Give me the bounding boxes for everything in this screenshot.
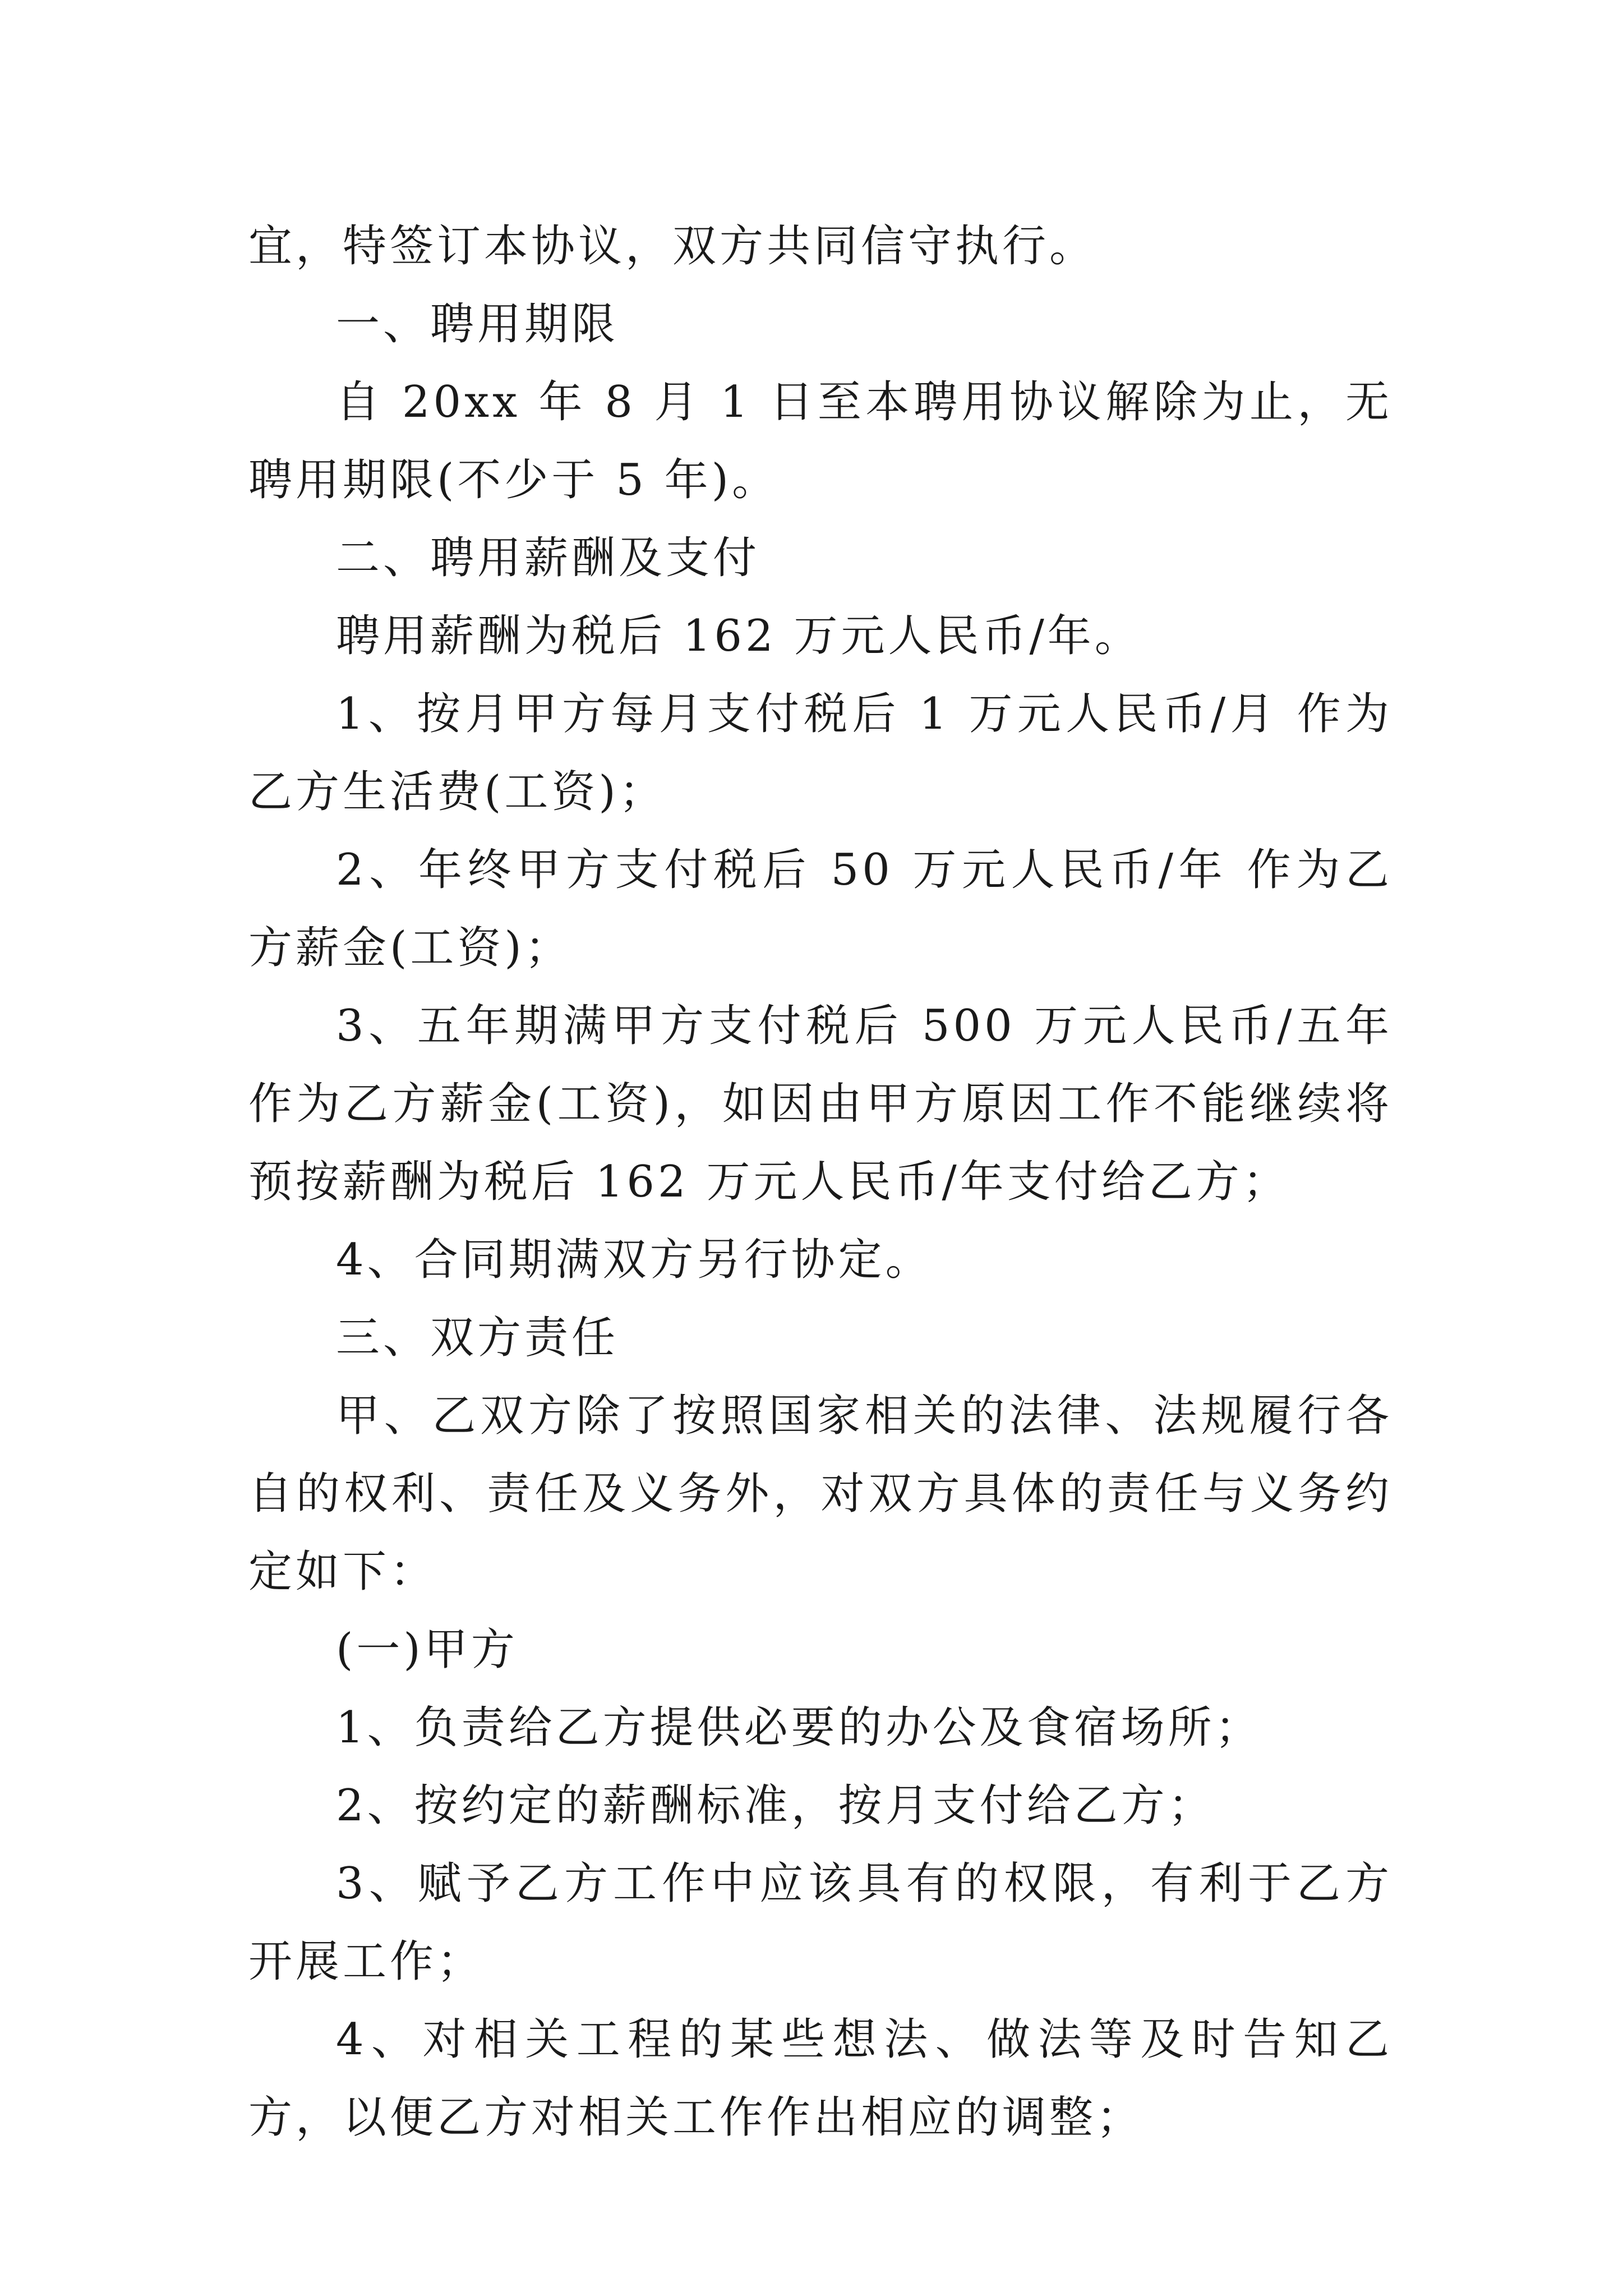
salary-clause-2: 2、年终甲方支付税后 50 万元人民币/年 作为乙方薪金(工资)； xyxy=(248,845,1393,973)
party-a-clause-2: 2、按约定的薪酬标准，按月支付给乙方； xyxy=(336,1780,1215,1831)
party-a-clause-4: 4、对相关工程的某些想法、做法等及时告知乙方，以便乙方对相关工作作出相应的调整； xyxy=(248,2014,1393,2143)
section-heading-salary: 二、聘用薪酬及支付 xyxy=(336,533,760,583)
subsection-heading-party-a: (一)甲方 xyxy=(336,1625,518,1675)
party-a-clause-1: 1、负责给乙方提供必要的办公及食宿场所； xyxy=(336,1703,1262,1753)
salary-clause-4: 4、合同期满双方另行协定。 xyxy=(336,1235,933,1285)
section-heading-term: 一、聘用期限 xyxy=(336,299,619,349)
salary-clause-3: 3、五年期满甲方支付税后 500 万元人民币/五年 作为乙方薪金(工资)，如因由甲方原因工作不能继续将预按薪酬为税后 162 万元人民币/年支付给乙方； xyxy=(248,1001,1393,1207)
paragraph-responsibilities-intro: 甲、乙双方除了按照国家相关的法律、法规履行各自的权利、责任及义务外，对双方具体的责任与义务约定如下： xyxy=(248,1391,1393,1597)
party-a-clause-3: 3、赋予乙方工作中应该具有的权限，有利于乙方开展工作； xyxy=(248,1858,1393,1987)
paragraph-term-details: 自 20xx 年 8 月 1 日至本聘用协议解除为止，无聘用期限(不少于 5 年)。 xyxy=(248,377,1393,505)
section-heading-responsibilities: 三、双方责任 xyxy=(336,1313,619,1363)
paragraph-salary-total: 聘用薪酬为税后 162 万元人民币/年。 xyxy=(336,611,1142,661)
salary-clause-1: 1、按月甲方每月支付税后 1 万元人民币/月 作为乙方生活费(工资)； xyxy=(248,689,1393,817)
paragraph-intro-continuation: 宜，特签订本协议，双方共同信守执行。 xyxy=(248,221,1097,272)
document-body xyxy=(248,208,1393,2157)
